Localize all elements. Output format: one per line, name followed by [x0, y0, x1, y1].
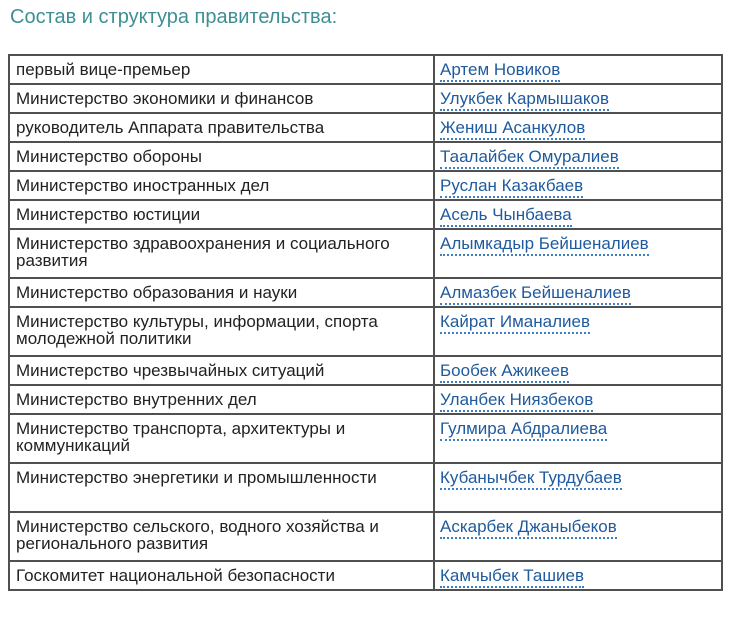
position-cell: Министерство транспорта, архитектуры и коммуникаций	[9, 414, 434, 463]
table-row	[9, 414, 722, 463]
person-link[interactable]: Аскарбек Джаныбеков	[440, 517, 617, 539]
person-link[interactable]: Кубанычбек Турдубаев	[440, 468, 622, 490]
position-cell: Госкомитет национальной безопасности	[9, 561, 434, 590]
table-row	[9, 278, 722, 307]
person-cell	[434, 113, 722, 142]
person-link[interactable]: Уланбек Ниязбеков	[440, 390, 593, 412]
position-cell: Министерство обороны	[9, 142, 434, 171]
position-cell: Министерство сельского, водного хозяйства и регионального развития	[9, 512, 434, 561]
position-cell: Министерство экономики и финансов	[9, 84, 434, 113]
person-link[interactable]: Артем Новиков	[440, 60, 560, 82]
person-cell	[434, 561, 722, 590]
position-cell: Министерство иностранных дел	[9, 171, 434, 200]
person-link[interactable]: Жениш Асанкулов	[440, 118, 585, 140]
person-cell	[434, 512, 722, 561]
person-link[interactable]: Улукбек Кармышаков	[440, 89, 609, 111]
table-row	[9, 307, 722, 356]
person-cell	[434, 278, 722, 307]
person-link[interactable]: Кайрат Иманалиев	[440, 312, 590, 334]
table-row	[9, 171, 722, 200]
table-row	[9, 142, 722, 171]
table-row	[9, 561, 722, 590]
table-row	[9, 229, 722, 278]
person-cell	[434, 142, 722, 171]
table-row	[9, 113, 722, 142]
position-cell: руководитель Аппарата правительства	[9, 113, 434, 142]
person-cell	[434, 463, 722, 512]
table-row	[9, 55, 722, 84]
government-table	[8, 54, 723, 591]
person-link[interactable]: Алымкадыр Бейшеналиев	[440, 234, 649, 256]
person-cell	[434, 229, 722, 278]
table-row	[9, 385, 722, 414]
table-row	[9, 512, 722, 561]
person-cell	[434, 55, 722, 84]
person-link[interactable]: Алмазбек Бейшеналиев	[440, 283, 631, 305]
position-cell: Министерство внутренних дел	[9, 385, 434, 414]
person-link[interactable]: Таалайбек Омуралиев	[440, 147, 619, 169]
person-cell	[434, 356, 722, 385]
table-row	[9, 463, 722, 512]
table-row	[9, 200, 722, 229]
person-cell	[434, 200, 722, 229]
position-cell: Министерство культуры, информации, спорта молодежной политики	[9, 307, 434, 356]
person-cell	[434, 84, 722, 113]
table-row	[9, 84, 722, 113]
person-link[interactable]: Камчыбек Ташиев	[440, 566, 584, 588]
person-cell	[434, 414, 722, 463]
position-cell: Министерство здравоохранения и социального развития	[9, 229, 434, 278]
person-link[interactable]: Бообек Ажикеев	[440, 361, 569, 383]
position-cell: Министерство юстиции	[9, 200, 434, 229]
table-row	[9, 356, 722, 385]
person-cell	[434, 307, 722, 356]
position-cell: первый вице-премьер	[9, 55, 434, 84]
position-cell: Министерство образования и науки	[9, 278, 434, 307]
person-link[interactable]: Асель Чынбаева	[440, 205, 572, 227]
position-cell: Министерство чрезвычайных ситуаций	[9, 356, 434, 385]
person-link[interactable]: Руслан Казакбаев	[440, 176, 583, 198]
person-link[interactable]: Гулмира Абдралиева	[440, 419, 607, 441]
person-cell	[434, 385, 722, 414]
person-cell	[434, 171, 722, 200]
page-title: Состав и структура правительства:	[10, 6, 338, 28]
position-cell: Министерство энергетики и промышленности	[9, 463, 434, 512]
